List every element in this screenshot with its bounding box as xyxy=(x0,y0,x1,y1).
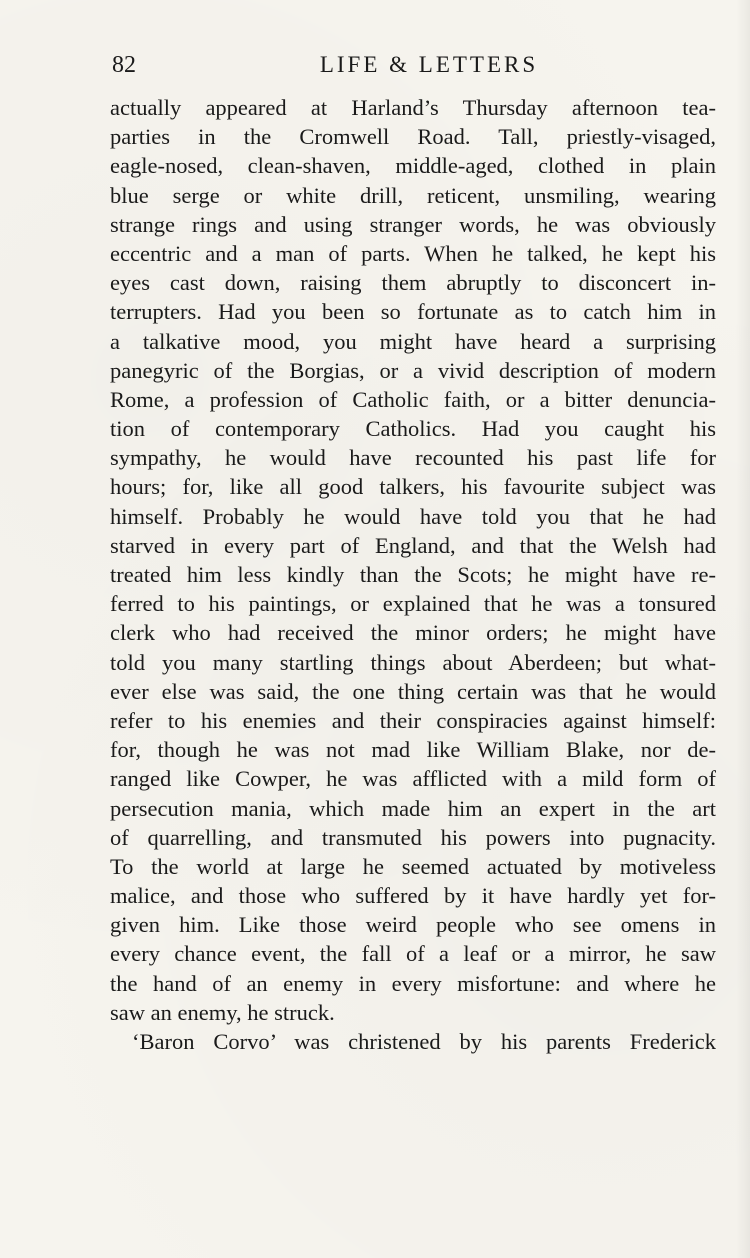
text-line: of quarrelling, and transmuted his powers into pugnacity. xyxy=(110,824,716,850)
text-line: refer to his enemies and their conspiracies against himself: xyxy=(110,707,716,733)
text-line: strange rings and using stranger words, he was obviously xyxy=(110,211,716,237)
text-line: actually appeared at Harland’s Thursday afternoon tea- xyxy=(110,95,716,120)
text-line: eyes cast down, raising them abruptly to disconcert in- xyxy=(110,270,716,296)
text-line: starved in every part of England, and that the Welsh had xyxy=(110,532,716,558)
text-line: terrupters. Had you been so fortunate as to catch him in xyxy=(110,299,716,325)
text-line: eagle-nosed, clean-shaven, middle-aged, clothed in plain xyxy=(110,153,716,179)
running-title: LIFE & LETTERS xyxy=(319,52,539,77)
text-line: ferred to his paintings, or explained that he was a tonsured xyxy=(110,591,716,617)
text-line: eccentric and a man of parts. When he talked, he kept his xyxy=(110,240,716,266)
text-line: told you many startling things about Aberdeen; but what- xyxy=(110,649,716,675)
text-line-paragraph-end: saw an enemy, he struck. xyxy=(110,999,335,1025)
text-line: a talkative mood, you might have heard a surprising xyxy=(110,328,716,354)
text-line: parties in the Cromwell Road. Tall, priestly-visaged, xyxy=(110,124,716,150)
text-line: every chance event, the fall of a leaf or a mirror, he saw xyxy=(110,941,716,967)
running-head xyxy=(112,48,716,82)
page-edge-shadow xyxy=(736,0,750,1258)
text-line: hours; for, like all good talkers, his favourite subject was xyxy=(110,474,716,500)
text-line: panegyric of the Borgias, or a vivid description of modern xyxy=(110,357,716,383)
text-line: blue serge or white drill, reticent, unsmiling, wearing xyxy=(110,182,716,208)
text-line: Rome, a profession of Catholic faith, or a bitter denuncia- xyxy=(110,386,716,412)
text-line: himself. Probably he would have told you that he had xyxy=(110,503,716,529)
text-line: the hand of an enemy in every misfortune: and where he xyxy=(110,970,716,996)
text-line: tion of contemporary Catholics. Had you caught his xyxy=(110,416,716,442)
text-line: sympathy, he would have recounted his past life for xyxy=(110,445,716,471)
text-line: ever else was said, the one thing certain was that he would xyxy=(110,678,716,704)
text-line: clerk who had received the minor orders; he might have xyxy=(110,620,716,646)
text-line: treated him less kindly than the Scots; he might have re- xyxy=(110,562,716,587)
page-number: 82 xyxy=(112,52,136,78)
text-line: given him. Like those weird people who see omens in xyxy=(110,912,716,938)
text-line-paragraph-start: ‘Baron Corvo’ was christened by his parents Frederick xyxy=(132,1029,716,1054)
text-line: malice, and those who suffered by it have hardly yet for- xyxy=(110,883,716,909)
text-line: persecution mania, which made him an expert in the art xyxy=(110,795,716,821)
text-line: for, though he was not mad like William Blake, nor de- xyxy=(110,737,716,763)
text-line: ranged like Cowper, he was afflicted with a mild form of xyxy=(110,766,716,792)
text-line: To the world at large he seemed actuated by motiveless xyxy=(110,853,716,879)
body-text xyxy=(110,93,716,1056)
